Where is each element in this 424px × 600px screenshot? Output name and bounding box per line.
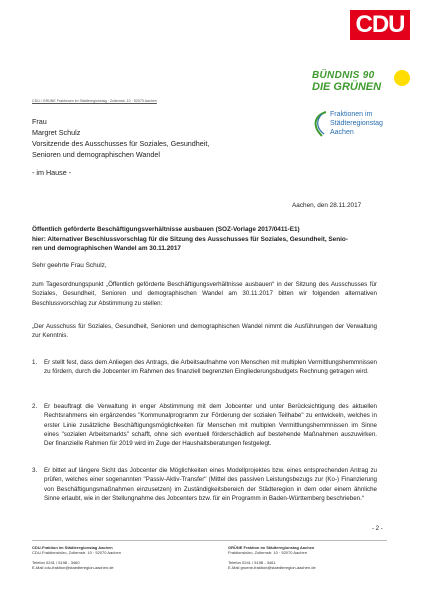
item-text: Er stellt fest, dass dem Anliegen des Antrags, die Arbeitsaufnahme von Menschen mit multiplen Vermittlungshemmnissen zu fördern, durch die Jobcenter im Rahmen des finanziell begrenzten Eingliederungsbudgets Rechnung getragen wird. [44, 359, 377, 376]
fraktionen-line3: Aachen [330, 129, 354, 136]
recipient-line1: Frau [32, 117, 47, 126]
resolution-item-3 [32, 466, 377, 503]
recipient-line4: Senioren und demographischen Wandel [32, 150, 160, 159]
footer-right-line3: Telefon 0241 / 5198 - 3461 [228, 559, 276, 565]
item-text: Er bittet auf längere Sicht das Jobcenter die Möglichkeiten eines Modellprojektes bzw. eines entsprechenden Antrag zu prüfen, welches einer sogenannten "Passiv-Aktiv-Transfer" (Mittel des passiven Leistungsbezugs zur (Ko-) Finanzierung von Beschäftigungsmaßnahmen einzusetzen) im Zuständigkeitsbereich der Städteregion in dem oder einem ähnliche Sinne erlaubt, wie in der Stellungnahme des Jobcenters bzw. für ein Programm in Baden-Württemberg beschrieben.“ [44, 467, 377, 502]
greens-logo [312, 70, 412, 93]
recipient-line3: Vorsitzende des Ausschusses für Soziales, Gesundheit, [32, 139, 210, 148]
page-marker: - 2 - [372, 526, 383, 532]
sender-return-address: CDU / GRÜNE Fraktionen im Städteregionstag · Zollernstr. 10 · 52070 Aachen [32, 99, 157, 103]
fraktionen-line2: Städteregionstag [330, 120, 383, 127]
subject-line2: hier: Alternativer Beschlussvorschlag für die Sitzung des Ausschusses für Soziales, Gesundheit, Senio- [32, 235, 348, 243]
footer-right-line2: Fraktionsbüro, Zollernstr. 10 · 52070 Aachen [228, 550, 307, 556]
resolution-item-2 [32, 402, 377, 448]
footer-right [228, 545, 398, 571]
item-number: 1. [32, 359, 38, 366]
footer-left-line2: CDU-Fraktionsbüro, Zollernstr. 10 · 52070 Aachen [32, 550, 121, 556]
subject-line1: Öffentlich geförderte Beschäftigungsverhältnisse ausbauen (SOZ-Vorlage 2017/0411-E1) [32, 226, 300, 233]
greens-logo-line1: BÜNDNIS 90 [312, 70, 375, 81]
fraktionen-line1: Fraktionen im [330, 111, 373, 118]
item-text: Er beauftragt die Verwaltung in enger Abstimmung mit dem Jobcenter und unter Berücksichtigung des aktuellen Rechtsrahmens ein ergänzendes "Kommunalprogramm zur Förderung der sozialen Teilhabe" zu entwickeln, welches in erster Linie zusätzliche Beschäftigungsmöglichkeiten für Menschen mit multiplen Vermittlungshemmnissen im Sinne eines "sozialen Arbeitsmarkts" schafft, ohne sich eventuell förderschädlich auf bestehende Maßnahmen auszuwirken. Der finanzielle Rahmen für 2019 wird im Zuge der Haushaltsberatungen festgelegt. [44, 403, 377, 448]
resolution-item-1 [32, 358, 377, 377]
recipient-address [32, 116, 209, 178]
footer-left-line4: E-Mail cdu-fraktion@staedteregion-aachen.de [32, 565, 114, 571]
fraktionen-label [330, 110, 420, 137]
item-number: 3. [32, 467, 38, 474]
swoosh-icon [308, 110, 328, 138]
footer-left-line3: Telefon 0241 / 5198 - 3460 [32, 559, 80, 565]
footer-right-line4: E-Mail gruene-fraktion@staedteregion-aachen.de [228, 565, 316, 571]
footer-left [32, 545, 202, 571]
letter-date: Aachen, den 28.11.2017 [292, 202, 362, 209]
intro-paragraph: zum Tagesordnungspunkt „Öffentlich geförderte Beschäftigungsverhältnisse ausbauen“ in der Sitzung des Ausschusses für Soziales, Gesundheit, Senioren und demographischen Wandel am 30.11.2017 bitten wir folgenden alternativen Beschlussvorschlag zur Abstimmung zu stellen: [32, 281, 377, 307]
salutation: Sehr geehrte Frau Schulz, [32, 262, 107, 269]
sunflower-icon [394, 70, 410, 86]
cdu-logo: CDU [350, 10, 410, 40]
greens-logo-line2: DIE GRÜNEN [312, 81, 382, 93]
subject [32, 225, 377, 254]
subject-line3: ren und demographischen Wandel am 30.11.2017 [32, 245, 181, 253]
resolution-intro: „Der Ausschuss für Soziales, Gesundheit, Senioren und demographischen Wandel nimmt die Ausführungen der Verwaltung zur Kenntnis. [32, 323, 377, 340]
footer-divider [32, 540, 387, 541]
item-number: 2. [32, 403, 38, 410]
recipient-line5: - im Hause - [32, 168, 72, 177]
footer-right-line1: GRÜNE Fraktion im Städteregionstag Aachen [228, 545, 315, 550]
footer-left-line1: CDU-Fraktion im Städteregionstag Aachen [32, 545, 113, 550]
recipient-name: Margret Schulz [32, 128, 81, 137]
